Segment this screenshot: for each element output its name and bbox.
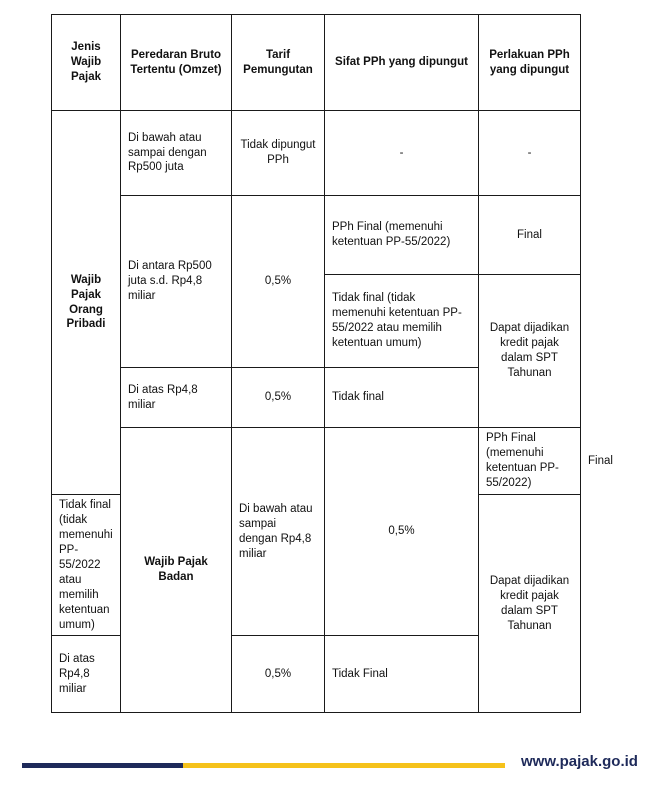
footer-yellow-bar	[183, 763, 505, 768]
wp-badan-label: Wajib Pajak Badan	[121, 428, 232, 713]
footer-navy-bar	[22, 763, 183, 768]
website-link[interactable]: www.pajak.go.id	[521, 753, 638, 770]
header-jenis-wajib-pajak: Jenis Wajib Pajak	[52, 15, 121, 111]
header-peredaran-bruto: Peredaran Bruto Tertentu (Omzet)	[121, 15, 232, 111]
sifat-cell: Tidak final (tidak memenuhi ketentuan PP-55/2022 atau memilih ketentuan umum)	[325, 275, 479, 368]
omzet-cell: Di atas Rp4,8 miliar	[121, 368, 232, 428]
header-sifat-pph: Sifat PPh yang dipungut	[325, 15, 479, 111]
sifat-cell: Tidak final (tidak memenuhi PP-55/2022 atau memilih ketentuan umum)	[52, 495, 121, 636]
tarif-cell: 0,5%	[232, 196, 325, 368]
perlakuan-cell: Final	[479, 196, 581, 275]
pph-table	[51, 14, 613, 713]
sifat-cell: PPh Final (memenuhi ketentuan PP-55/2022)	[479, 428, 581, 495]
sifat-cell: Tidak final	[325, 368, 479, 428]
sifat-cell: PPh Final (memenuhi ketentuan PP-55/2022)	[325, 196, 479, 275]
wp-orang-pribadi-label: Wajib Pajak Orang Pribadi	[52, 111, 121, 495]
omzet-cell: Di atas Rp4,8 miliar	[52, 636, 121, 713]
tarif-cell: 0,5%	[232, 368, 325, 428]
omzet-cell: Di antara Rp500 juta s.d. Rp4,8 miliar	[121, 196, 232, 368]
header-perlakuan-pph: Perlakuan PPh yang dipungut	[479, 15, 581, 111]
table-row: Wajib Pajak Badan Di bawah atau sampai dengan Rp4,8 miliar 0,5% PPh Final (memenuhi ketentuan PP-55/2022) Final	[52, 428, 581, 495]
table-row	[52, 111, 581, 196]
omzet-cell: Di bawah atau sampai dengan Rp4,8 miliar	[232, 428, 325, 636]
sifat-cell: -	[325, 111, 479, 196]
header-tarif: Tarif Pemungutan	[232, 15, 325, 111]
omzet-cell: Di bawah atau sampai dengan Rp500 juta	[121, 111, 232, 196]
table-header-row	[52, 15, 581, 111]
tarif-cell: 0,5%	[232, 636, 325, 713]
table-row	[52, 196, 581, 275]
perlakuan-cell: Dapat dijadikan kredit pajak dalam SPT Tahunan	[479, 275, 581, 428]
tarif-cell: 0,5%	[325, 428, 479, 636]
sifat-cell: Tidak Final	[325, 636, 479, 713]
perlakuan-cell: Dapat dijadikan kredit pajak dalam SPT Tahunan	[479, 495, 581, 713]
perlakuan-cell: -	[479, 111, 581, 196]
tarif-cell: Tidak dipungut PPh	[232, 111, 325, 196]
